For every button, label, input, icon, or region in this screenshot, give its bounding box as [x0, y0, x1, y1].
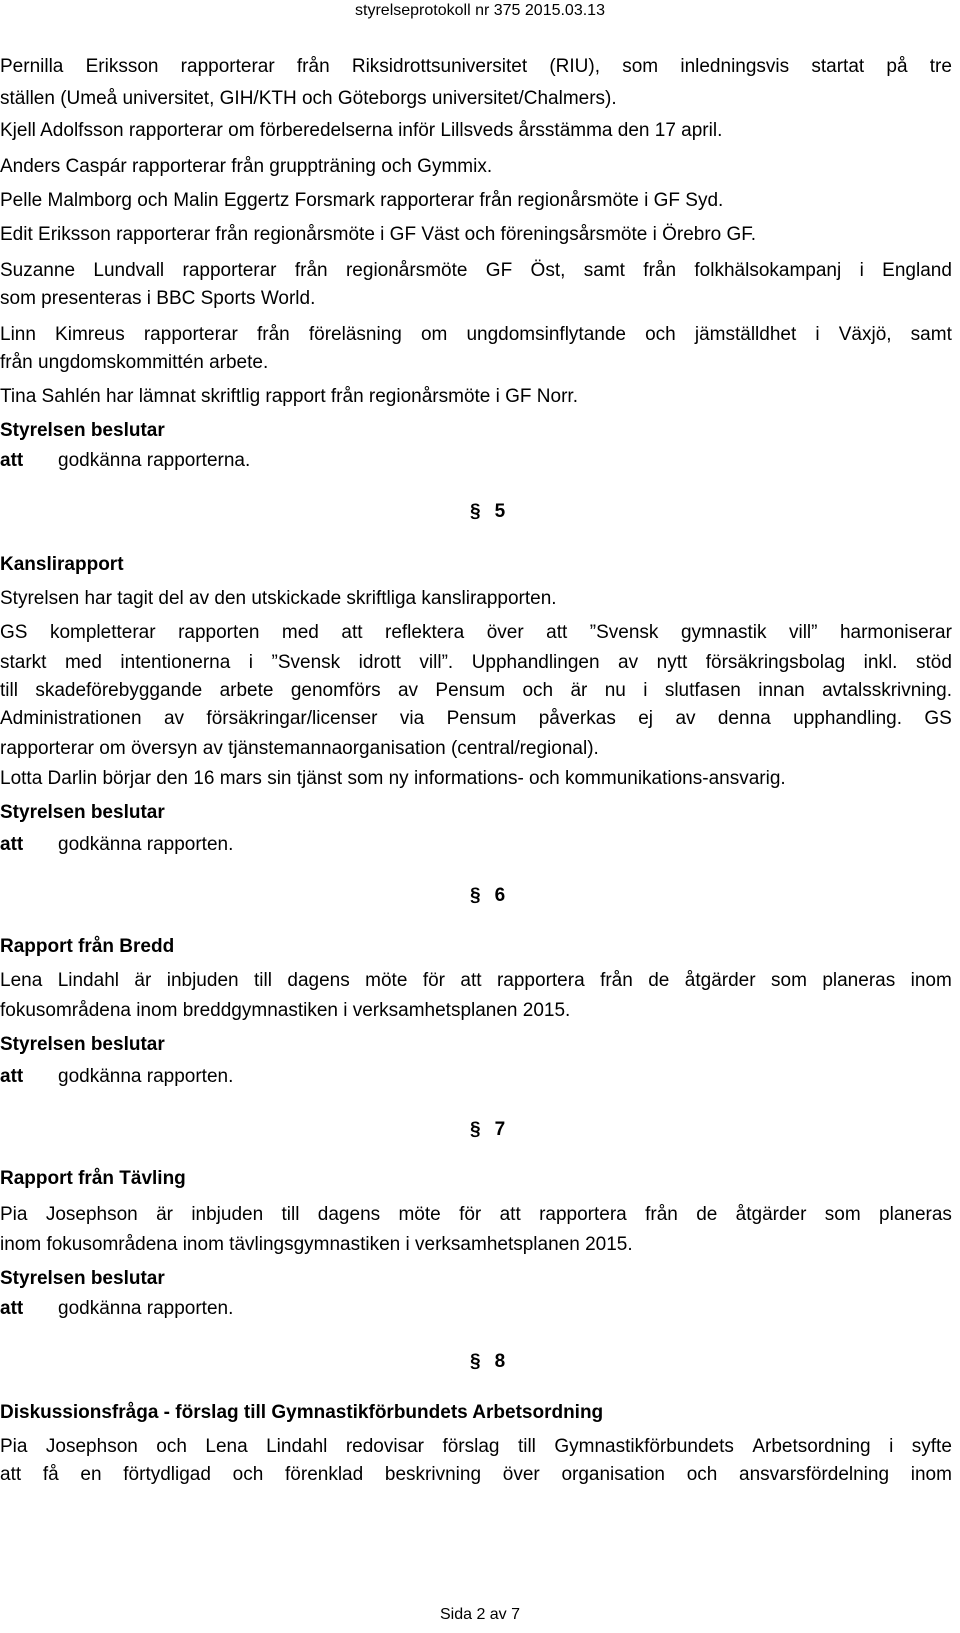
- word: till: [254, 970, 272, 991]
- word: som: [824, 1204, 861, 1225]
- word: Pensum: [435, 680, 506, 701]
- word: Linn: [0, 324, 36, 345]
- word: Upphandlingen: [471, 652, 600, 673]
- word: är: [570, 680, 588, 701]
- word: nu: [604, 680, 626, 701]
- s6-line-2: fokusområdena inom breddgymnastiken i verksamhetsplanen 2015.: [0, 1000, 571, 1021]
- word: denna: [717, 708, 771, 729]
- word: till: [281, 1204, 300, 1225]
- s4-line-2: ställen (Umeå universitet, GIH/KTH och Göteborgs universitet/Chalmers).: [0, 88, 617, 109]
- s7-decision-att: att: [0, 1298, 24, 1319]
- page-footer: Sida 2 av 7: [439, 1606, 521, 1623]
- s4-decision-att: att: [0, 450, 24, 471]
- word: åtgärder: [735, 1204, 807, 1225]
- word: rapporterar: [180, 56, 275, 77]
- s8-paragraph-number: [470, 1350, 505, 1374]
- word: i: [889, 1436, 894, 1457]
- word: de: [696, 1204, 718, 1225]
- s6-paragraph-number: [470, 884, 505, 908]
- s8-line-1: [0, 1432, 952, 1462]
- word: Öst,: [530, 260, 566, 281]
- word: planeras: [822, 970, 896, 991]
- word: ”Svensk: [589, 622, 659, 643]
- word: slutfasen: [664, 680, 741, 701]
- word: och: [232, 1464, 264, 1485]
- s7-line-2: inom fokusområdena inom tävlingsgymnastiken i verksamhetsplanen 2015.: [0, 1234, 633, 1255]
- word: från: [256, 324, 290, 345]
- word: redovisar: [345, 1436, 424, 1457]
- word: över: [502, 1464, 540, 1485]
- word: på: [886, 56, 908, 77]
- word: och: [686, 1464, 718, 1485]
- s4-line-11: Tina Sahlén har lämnat skriftlig rapport från regionårsmöte i GF Norr.: [0, 386, 578, 407]
- word: som: [771, 970, 807, 991]
- s6-title: Rapport från Bredd: [0, 936, 175, 957]
- s5-line-3: [0, 648, 952, 678]
- s5-decision: [0, 830, 233, 860]
- word: syfte: [911, 1436, 952, 1457]
- s7-decision-heading: Styrelsen beslutar: [0, 1268, 165, 1289]
- word: skadeförebyggande: [35, 680, 203, 701]
- word: är: [134, 970, 152, 991]
- word: beskrivning: [384, 1464, 482, 1485]
- s4-line-5: Pelle Malmborg och Malin Eggertz Forsmark rapporterar från regionårsmöte i GF Syd.: [0, 190, 724, 211]
- s6-number: 6: [494, 885, 506, 906]
- s7-paragraph-number: [470, 1118, 505, 1142]
- word: att: [499, 1204, 521, 1225]
- word: till: [517, 1436, 536, 1457]
- s7-number: 7: [494, 1119, 506, 1140]
- word: Lindahl: [57, 970, 119, 991]
- s6-decision-text: godkänna rapporten.: [58, 1066, 234, 1087]
- word: och: [645, 324, 676, 345]
- word: Josephson: [45, 1436, 138, 1457]
- page-header: styrelseprotokoll nr 375 2015.03.13: [355, 2, 605, 19]
- s4-line-6: Edit Eriksson rapporterar från regionårsmöte i GF Väst och föreningsårsmöte i Örebro GF.: [0, 224, 757, 245]
- word: i: [643, 680, 648, 701]
- s5-number: 5: [494, 501, 506, 522]
- word: Pensum: [446, 708, 517, 729]
- word: Riksidrottsuniversitet: [351, 56, 528, 77]
- s4-line-7: [0, 256, 952, 286]
- word: av: [397, 680, 419, 701]
- word: inkl.: [863, 652, 898, 673]
- word: ungdomsinflytande: [466, 324, 626, 345]
- word: att: [0, 1464, 22, 1485]
- word: inbjuden: [191, 1204, 264, 1225]
- s4-decision: [0, 446, 250, 476]
- word: Arbetsordning: [752, 1436, 871, 1457]
- word: och: [156, 1436, 187, 1457]
- word: till: [0, 680, 18, 701]
- word: av: [675, 708, 696, 729]
- word: samt: [910, 324, 952, 345]
- word: ej: [638, 708, 654, 729]
- word: vill”.: [419, 652, 454, 673]
- word: ansvarsfördelning: [739, 1464, 890, 1485]
- word: inom: [910, 1464, 952, 1485]
- word: i: [859, 260, 864, 281]
- word: (RIU),: [549, 56, 601, 77]
- word: reflektera: [385, 622, 465, 643]
- word: Gymnastikförbundets: [554, 1436, 734, 1457]
- word: att: [341, 622, 363, 643]
- word: intentionerna: [120, 652, 231, 673]
- word: att: [546, 622, 568, 643]
- word: rapporterar: [143, 324, 238, 345]
- s7-title: Rapport från Tävling: [0, 1168, 186, 1189]
- word: en: [80, 1464, 102, 1485]
- word: Växjö,: [838, 324, 892, 345]
- s4-line-4: Anders Caspár rapporterar från gruppträning och Gymmix.: [0, 156, 493, 177]
- word: försäkringar/licenser: [206, 708, 378, 729]
- s5-paragraph-number: [470, 500, 505, 524]
- word: förslag: [442, 1436, 500, 1457]
- word: idrott: [358, 652, 401, 673]
- s5-line-2: [0, 618, 952, 648]
- word: GF: [485, 260, 513, 281]
- word: av: [163, 708, 185, 729]
- word: startat: [811, 56, 865, 77]
- word: Eriksson: [85, 56, 159, 77]
- word: regionårsmöte: [345, 260, 468, 281]
- word: att: [460, 970, 482, 991]
- word: över: [486, 622, 524, 643]
- word: i: [248, 652, 254, 673]
- word: möte: [398, 1204, 441, 1225]
- word: GS: [924, 708, 952, 729]
- s4-line-1: [0, 52, 952, 82]
- word: Josephson: [45, 1204, 138, 1225]
- word: avtalsskrivning.: [822, 680, 952, 701]
- word: organisation: [561, 1464, 665, 1485]
- s5-decision-att: att: [0, 834, 24, 855]
- word: få: [42, 1464, 59, 1485]
- word: för: [459, 1204, 482, 1225]
- s4-line-10: från ungdomskommittén arbete.: [0, 352, 269, 373]
- word: arbete: [219, 680, 274, 701]
- word: stöd: [915, 652, 952, 673]
- word: gymnastik: [680, 622, 767, 643]
- word: upphandling.: [793, 708, 902, 729]
- word: Pia: [0, 1436, 28, 1457]
- word: och: [522, 680, 554, 701]
- word: Administrationen: [0, 708, 142, 729]
- word: från: [294, 260, 328, 281]
- s4-line-8: som presenteras i BBC Sports World.: [0, 288, 316, 309]
- word: från: [643, 260, 677, 281]
- word: rapporten: [178, 622, 260, 643]
- word: Suzanne: [0, 260, 76, 281]
- word: tre: [929, 56, 952, 77]
- word: Lundvall: [93, 260, 165, 281]
- word: Pia: [0, 1204, 28, 1225]
- word: föreläsning: [308, 324, 402, 345]
- word: Lindahl: [266, 1436, 328, 1457]
- s5-title: Kanslirapport: [0, 554, 124, 575]
- word: GS: [0, 622, 28, 643]
- word: Lena: [0, 970, 43, 991]
- word: samt: [583, 260, 625, 281]
- word: ”Svensk: [271, 652, 341, 673]
- s4-decision-heading: Styrelsen beslutar: [0, 420, 165, 441]
- word: dagens: [317, 1204, 381, 1225]
- word: Kimreus: [55, 324, 125, 345]
- word: vill”: [788, 622, 818, 643]
- s5-decision-heading: Styrelsen beslutar: [0, 802, 165, 823]
- word: jämställdhet: [694, 324, 797, 345]
- word: försäkringsbolag: [705, 652, 846, 673]
- word: om: [420, 324, 448, 345]
- word: England: [882, 260, 952, 281]
- s8-paragraph-sign: §: [470, 1351, 481, 1372]
- s5-line-4: [0, 676, 952, 706]
- s6-decision-heading: Styrelsen beslutar: [0, 1034, 165, 1055]
- s4-decision-text: godkänna rapporterna.: [58, 450, 251, 471]
- word: inom: [910, 970, 952, 991]
- s6-line-1: [0, 966, 952, 996]
- word: dagens: [287, 970, 350, 991]
- word: planeras: [879, 1204, 952, 1225]
- word: från: [600, 970, 633, 991]
- word: med: [64, 652, 102, 673]
- word: från: [296, 56, 330, 77]
- word: de: [648, 970, 670, 991]
- s5-decision-text: godkänna rapporten.: [58, 834, 234, 855]
- s5-line-7: Lotta Darlin börjar den 16 mars sin tjänst som ny informations- och kommunikations-ansvarig.: [0, 768, 786, 789]
- s8-title: Diskussionsfråga - förslag till Gymnastikförbundets Arbetsordning: [0, 1402, 604, 1423]
- word: kompletterar: [49, 622, 156, 643]
- s6-decision: [0, 1062, 233, 1092]
- s5-line-5: [0, 704, 952, 734]
- s5-line-6: rapporterar om översyn av tjänstemannaorganisation (central/regional).: [0, 738, 599, 759]
- word: för: [422, 970, 445, 991]
- word: inbjuden: [166, 970, 239, 991]
- word: rapporterar: [182, 260, 277, 281]
- word: folkhälsokampanj: [694, 260, 842, 281]
- word: är: [156, 1204, 173, 1225]
- s6-decision-att: att: [0, 1066, 24, 1087]
- word: Pernilla: [0, 56, 64, 77]
- word: via: [399, 708, 425, 729]
- word: förtydligad: [123, 1464, 211, 1485]
- word: åtgärder: [684, 970, 756, 991]
- word: från: [645, 1204, 678, 1225]
- s7-decision-text: godkänna rapporten.: [58, 1298, 234, 1319]
- s8-line-2: [0, 1460, 952, 1490]
- word: inledningsvis: [680, 56, 790, 77]
- s6-paragraph-sign: §: [470, 885, 481, 906]
- s4-line-9: [0, 320, 952, 350]
- word: förenklad: [285, 1464, 364, 1485]
- s8-number: 8: [494, 1351, 506, 1372]
- word: genomförs: [290, 680, 381, 701]
- word: med: [281, 622, 319, 643]
- word: av: [618, 652, 639, 673]
- word: påverkas: [538, 708, 616, 729]
- word: som: [622, 56, 659, 77]
- word: innan: [758, 680, 805, 701]
- s7-paragraph-sign: §: [470, 1119, 481, 1140]
- s4-line-3: Kjell Adolfsson rapporterar om förberedelserna inför Lillsveds årsstämma den 17 april.: [0, 120, 723, 141]
- word: rapportera: [539, 1204, 627, 1225]
- word: rapportera: [496, 970, 585, 991]
- word: harmoniserar: [839, 622, 952, 643]
- word: starkt: [0, 652, 47, 673]
- s5-line-1: Styrelsen har tagit del av den utskickade skriftliga kanslirapporten.: [0, 588, 557, 609]
- word: nytt: [656, 652, 688, 673]
- word: Lena: [205, 1436, 248, 1457]
- s7-decision: [0, 1294, 233, 1324]
- s7-line-1: [0, 1200, 952, 1230]
- s5-paragraph-sign: §: [470, 501, 481, 522]
- word: i: [815, 324, 820, 345]
- word: möte: [365, 970, 408, 991]
